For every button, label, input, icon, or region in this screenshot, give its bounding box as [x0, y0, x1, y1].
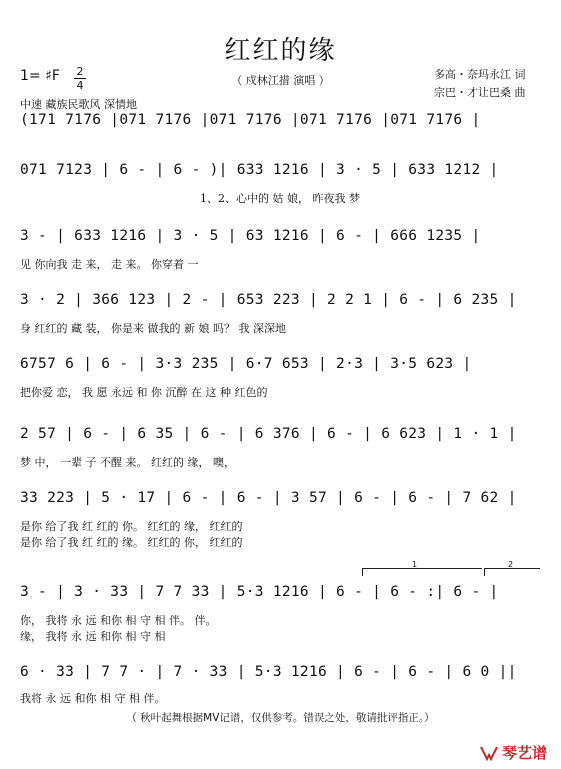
composer-credit: 宗巴・才让巴桑 曲: [434, 86, 526, 99]
time-signature-bottom: 4: [76, 79, 84, 92]
key-signature: 1= ♯F: [20, 68, 60, 84]
lyric-row-2: 1、2、心中的 姑 娘， 昨夜我 梦: [200, 192, 360, 205]
lyric-row-8a: 你， 我将 永 远 和你 相 守 相 伴。 伴。: [20, 614, 217, 627]
site-logo-text: 琴艺谱: [501, 744, 547, 762]
tempo-marking: 中速 藏族民歌风 深情地: [20, 98, 137, 111]
score-row-9: 6 · 33 | 7 7 · | 7 · 33 | 5·3 1216 | 6 - | 6 - | 6 0 ||: [20, 664, 517, 680]
score-row-5: 6757 6 | 6 - | 3·3 235 | 6·7 653 | 2·3 | 3·5 623 |: [20, 356, 472, 372]
site-logo[interactable]: [480, 742, 547, 763]
volta-first: 1: [412, 560, 418, 569]
score-row-4: 3 · 2 | 366 123 | 2 - | 653 223 | 2 2 1 | 6 - | 6 235 |: [20, 292, 517, 308]
lyricist-credit: 多高・奈玛永江 词: [434, 68, 526, 81]
time-signature-top: 2: [76, 65, 84, 78]
lyric-row-7b: 是你 给了我 红 红的 缘。 红红的 你， 红红的: [20, 536, 243, 549]
score-row-6: 2 57 | 6 - | 6 35 | 6 - | 6 376 | 6 - | 6 623 | 1 · 1 |: [20, 426, 517, 442]
lyric-row-7a: 是你 给了我 红 红的 你。 红红的 缘， 红红的: [20, 520, 243, 533]
time-signature: [74, 66, 86, 91]
score-row-8: 3 - | 3 · 33 | 7 7 33 | 5·3 1216 | 6 - | 6 - :| 6 - |: [20, 584, 499, 600]
performer-credit: （ 戍林江措 演唱 ）: [231, 74, 330, 87]
lyric-row-8b: 缘， 我将 永 远 和你 相 守 相: [20, 630, 166, 643]
volta-second: 2: [508, 560, 514, 569]
transcription-note: （ 秋叶起舞根据MV记谱，仅供参考。错误之处，敬请批评指正。）: [126, 712, 435, 724]
piano-logo-icon: [480, 745, 498, 761]
lyric-row-4: 身 红红的 藏 装， 你是来 做我的 新 娘 吗？ 我 深深地: [20, 322, 286, 335]
lyric-row-9: 我将 永 远 和你 相 守 相 伴。: [20, 692, 166, 705]
lyric-row-5: 把你爱 恋， 我 愿 永远 和 你 沉醉 在 这 种 红色的: [20, 386, 268, 399]
song-title: 红红的缘: [224, 36, 337, 66]
score-row-7: 33 223 | 5 · 17 | 6 - | 6 - | 3 57 | 6 - | 6 - | 7 62 |: [20, 490, 517, 506]
lyric-row-6: 梦 中， 一辈 子 不醒 来。 红红的 缘， 噢，: [20, 456, 235, 469]
lyric-row-3: 见 你向我 走 来， 走 来。 你穿着 一: [20, 258, 199, 271]
score-row-3: 3 - | 633 1216 | 3 · 5 | 63 1216 | 6 - | 666 1235 |: [20, 228, 481, 244]
score-row-2: 071 7123 | 6 - | 6 - )| 633 1216 | 3 · 5 | 633 1212 |: [20, 162, 499, 178]
score-row-1: (171 7176 |071 7176 |071 7176 |071 7176 |071 7176 |: [20, 112, 481, 128]
